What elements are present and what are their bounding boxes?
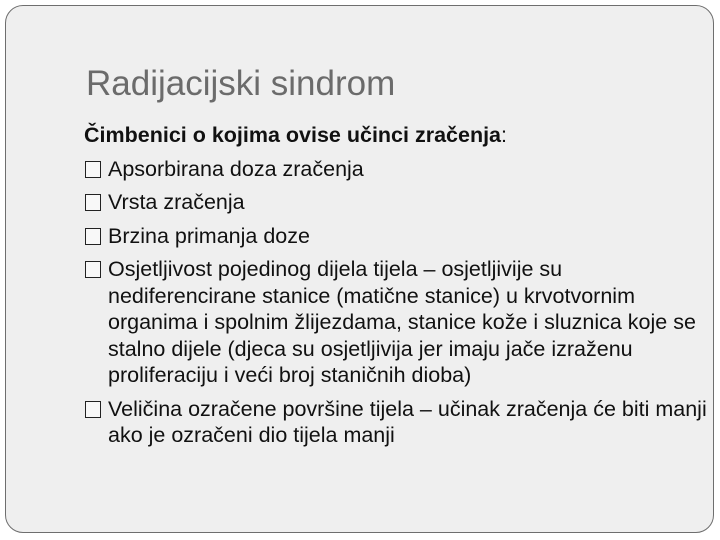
bullet-item: [84, 223, 714, 250]
lead-strong: Čimbenici o kojima ovise učinci zračenja: [84, 123, 502, 147]
bullet-item: [84, 256, 714, 389]
lead-line: [84, 122, 714, 149]
bullet-box-icon: [85, 401, 101, 418]
slide-frame: [5, 5, 714, 533]
bullet-text: Vrsta zračenja: [108, 190, 245, 214]
bullet-text: Osjetljivost pojedinog dijela tijela – osjetljivije su nediferencirane stanice (matične stanice) u krvotvornim organima i spolnim žlijezdama, stanice kože i sluznica koje se stalno dijele (djeca su osjetljivija jer imaju jače izraženu proliferaciju i veći broj staničnih dioba): [108, 257, 696, 387]
bullet-box-icon: [85, 228, 101, 245]
bullet-box-icon: [85, 261, 101, 278]
lead-colon: :: [501, 123, 507, 147]
bullet-text: Brzina primanja doze: [108, 223, 310, 248]
bullet-box-icon: [85, 161, 101, 178]
bullet-text: Apsorbirana doza zračenja: [108, 156, 364, 181]
slide-content: [84, 122, 714, 456]
bullet-item: [84, 396, 714, 449]
bullet-item: [84, 189, 714, 216]
bullet-text: Veličina ozračene površine tijela – učinak zračenja će biti manji ako je ozračeni dio tijela manji: [108, 396, 707, 447]
slide-title: Radijacijski sindrom: [86, 64, 396, 103]
bullet-box-icon: [85, 194, 101, 211]
bullet-item: [84, 156, 714, 183]
